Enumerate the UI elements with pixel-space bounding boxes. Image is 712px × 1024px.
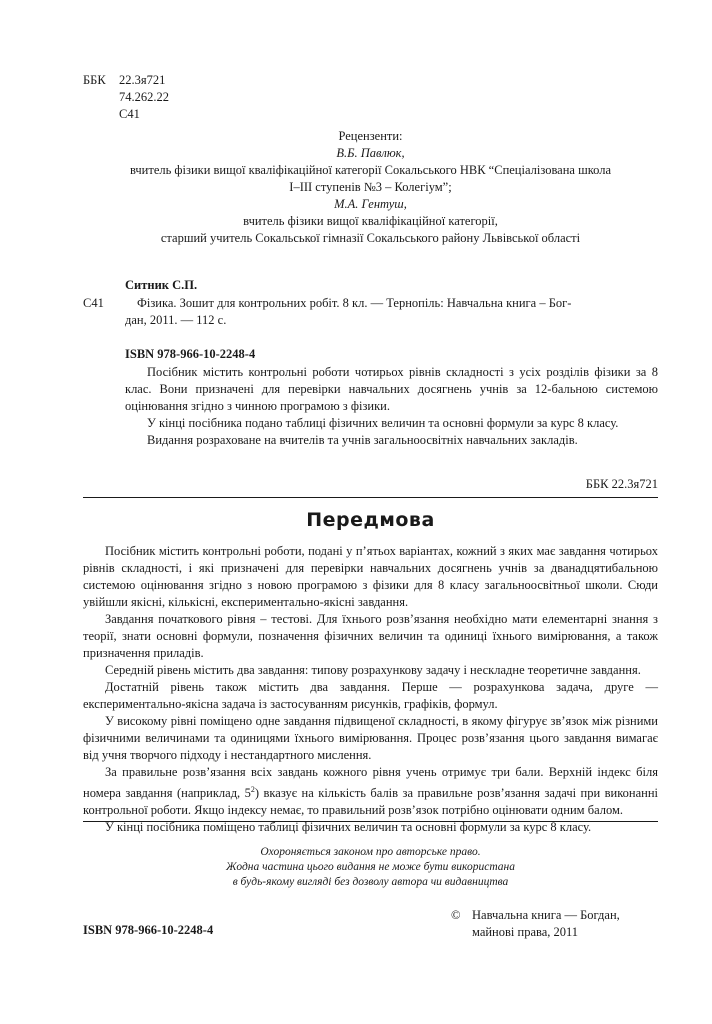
bottom-divider bbox=[83, 821, 658, 822]
book-description-line-2: дан, 2011. — 112 с. bbox=[125, 313, 227, 327]
book-description-line-1: Фізика. Зошит для контрольних робіт. 8 кл. — Тернопіль: Навчальна книга – Бог- bbox=[137, 296, 572, 310]
copyright-notice-line-2: Жодна частина цього видання не може бути використана bbox=[225, 861, 515, 873]
book-description bbox=[125, 295, 658, 329]
copyright-notice-line-1: Охороняється законом про авторське право. bbox=[260, 846, 481, 858]
preface-p6-superscript: 2 bbox=[250, 785, 255, 794]
reviewer-2-name: М.А. Гентуш, bbox=[334, 197, 407, 211]
preface-paragraph-1: Посібник містить контрольні роботи, подані у п’ятьох варіантах, кожний з яких має завдання чотирьох рівнів складності, і які призначені для перевірки навчальних досягнень учнів за дванадцятибальною системою оцінювання згідно з новою програмою з фізики для 8 класу загальноосвітньої школи. Сюди увійшли якісні, кількісні, експериментально-якісні завдання. bbox=[83, 544, 658, 609]
bbk-label: ББК bbox=[83, 73, 106, 87]
reviewer-2-desc-1: вчитель фізики вищої кваліфікаційної категорії, bbox=[243, 214, 498, 228]
reviewer-1-name: В.Б. Павлюк, bbox=[336, 146, 405, 160]
preface-body bbox=[83, 543, 658, 836]
bbk-code-1: 22.3я721 bbox=[119, 73, 166, 87]
abstract-paragraph-2: У кінці посібника подано таблиці фізичних величин та основні формули за курс 8 класу. bbox=[147, 416, 619, 430]
bbk-code-3: С41 bbox=[119, 107, 140, 121]
copyright-symbol: © bbox=[451, 908, 461, 922]
reviewer-2-desc-2: старший учитель Сокальської гімназії Сокальського району Львівської області bbox=[160, 231, 581, 245]
preface-paragraph-7: У кінці посібника поміщено таблиці фізичних величин та основні формули за курс 8 класу. bbox=[105, 820, 592, 835]
reviewers-title: Рецензенти: bbox=[338, 129, 403, 143]
abstract-paragraph-1: Посібник містить контрольні роботи чотирьох рівнів складності з усіх розділів фізики за 8 клас. Вони призначені для перевірки навчальних досягнень учнів за 12-бальною системою оцінювання згідно з чинною програмою з фізики. bbox=[125, 365, 658, 413]
preface-title: Передмова bbox=[306, 509, 435, 531]
preface-paragraph-3: Середній рівень містить два завдання: типову розрахункову задачу і нескладне теоретичне завдання. bbox=[105, 663, 641, 677]
preface-p6-after: ) вказує на кількість балів за правильне розв’язання задачі при виконанні контрольної роботи. Якщо індексу немає, то правильний розв’язок потрібно оцінювати одним балом. bbox=[83, 786, 659, 818]
copyright-notice bbox=[83, 845, 658, 890]
isbn-top: ISBN 978-966-10-2248-4 bbox=[125, 347, 256, 361]
catalog-code: С41 bbox=[83, 296, 104, 310]
preface-paragraph-6 bbox=[83, 764, 658, 819]
abstract-block bbox=[125, 364, 658, 449]
reviewer-1-desc-2: І–ІІІ ступенів №3 – Колегіум”; bbox=[289, 180, 452, 194]
publisher-line-1: Навчальна книга — Богдан, bbox=[472, 908, 620, 922]
abstract-paragraph-3: Видання розраховане на вчителів та учнів загальноосвітніх навчальних закладів. bbox=[147, 433, 578, 447]
preface-paragraph-2: Завдання початкового рівня – тестові. Для їхнього розв’язання необхідно мати елементарні знання з теорії, знати основні формули, позначення фізичних величин та одиниці їхнього вимірювання, а також призначення приладів. bbox=[83, 612, 658, 660]
copyright-notice-line-3: в будь-якому вигляді без дозволу автора чи видавництва bbox=[232, 876, 509, 888]
top-divider bbox=[83, 497, 658, 498]
preface-paragraph-4: Достатній рівень також містить два завдання. Перше — розрахункова задача, друге — експериментально-якісна задача із застосуванням рисунків, графіків, формул. bbox=[83, 680, 658, 711]
classification-block bbox=[83, 72, 283, 123]
author-name: Ситник С.П. bbox=[125, 278, 198, 292]
publisher-block bbox=[472, 907, 672, 941]
preface-p6-before: За правильне розв’язання всіх завдань кожного рівня учень отримує три бали. Верхній індекс біля номера завдання (наприклад, 5 bbox=[83, 765, 658, 801]
bbk-code-2: 74.262.22 bbox=[119, 90, 169, 104]
reviewers-block bbox=[83, 128, 658, 247]
isbn-bottom: ISBN 978-966-10-2248-4 bbox=[83, 923, 214, 937]
reviewer-1-desc-1: вчитель фізики вищої кваліфікаційної категорії Сокальського НВК “Спеціалізована школа bbox=[129, 163, 612, 177]
preface-paragraph-5: У високому рівні поміщено одне завдання підвищеної складності, в якому фігурує зв’язок між різними фізичними величинами та одиницями їхнього вимірювання. Процес розв’язання цього завдання вимагає від учня творчого підходу і нестандартного мислення. bbox=[83, 714, 658, 762]
bbk-right: ББК 22.3я721 bbox=[585, 477, 658, 491]
publisher-line-2: майнові права, 2011 bbox=[472, 925, 579, 939]
